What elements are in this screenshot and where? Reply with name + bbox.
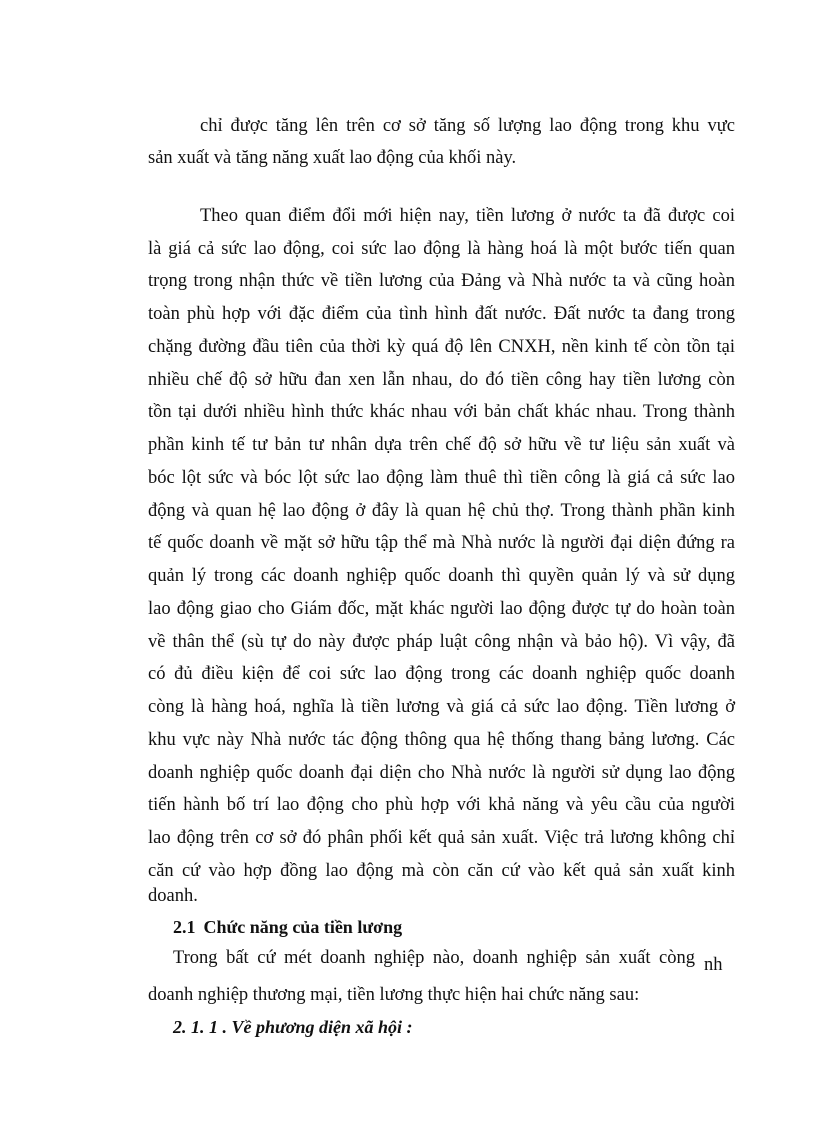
text-line: quản lý trong các doanh nghiệp quốc doanh thì quyền quản lý và sử dụng <box>148 566 735 586</box>
text-line: tế quốc doanh về mặt sở hữu tập thể mà Nhà nước là người đại diện đứng ra <box>148 533 735 553</box>
subsection-heading: 2. 1. 1 . Về phương diện xã hội : <box>173 1017 413 1037</box>
text-line: Trong bất cứ mét doanh nghiệp nào, doanh nghiệp sản xuất còng <box>173 948 695 968</box>
text-line: nhiều chế độ sở hữu đan xen lẫn nhau, do đó tiền công hay tiền lương còn <box>148 370 735 390</box>
text-line: bóc lột sức và bóc lột sức lao động làm thuê thì tiền công là giá cả sức lao <box>148 468 735 488</box>
text-line: tiến hành bố trí lao động cho phù hợp với khả năng và yêu cầu của người <box>148 795 735 815</box>
text-line: trọng trong nhận thức về tiền lương của Đảng và Nhà nước ta và cũng hoàn <box>148 271 735 291</box>
text-line: là giá cả sức lao động, coi sức lao động là hàng hoá là một bước tiến quan <box>148 239 735 259</box>
text-line: lao động trên cơ sở đó phân phối kết quả sản xuất. Việc trả lương không chỉ <box>148 828 735 848</box>
text-line: có đủ điều kiện để coi sức lao động trong các doanh nghiệp quốc doanh <box>148 664 735 684</box>
text-line: khu vực này Nhà nước tác động thông qua hệ thống thang bảng lương. Các <box>148 730 735 750</box>
text-line: chặng đường đầu tiên của thời kỳ quá độ lên CNXH, nền kinh tế còn tồn tại <box>148 337 735 357</box>
text-line: toàn phù hợp với đặc điểm của tình hình đất nước. Đất nước ta đang trong <box>148 304 735 324</box>
text-line: doanh nghiệp thương mại, tiền lương thực hiện hai chức năng sau: <box>148 985 640 1005</box>
text-line: còng là hàng hoá, nghĩa là tiền lương và giá cả sức lao động. Tiền lương ở <box>148 697 735 717</box>
section-number: 2.1 <box>173 917 196 937</box>
text-line: sản xuất và tăng năng xuất lao động của khối này. <box>148 148 517 168</box>
text-line: chỉ được tăng lên trên cơ sở tăng số lượng lao động trong khu vực <box>200 116 735 136</box>
text-line: doanh. <box>148 886 198 906</box>
text-line: phần kinh tế tư bản tư nhân dựa trên chế độ sở hữu về tư liệu sản xuất và <box>148 435 735 455</box>
text-line: nh <box>704 955 723 975</box>
section-title: Chức năng của tiền lương <box>203 917 403 937</box>
text-line: lao động giao cho Giám đốc, mặt khác người lao động được tự do hoàn toàn <box>148 599 735 619</box>
section-heading <box>173 915 402 939</box>
text-line: doanh nghiệp quốc doanh đại diện cho Nhà nước là người sử dụng lao động <box>148 763 735 783</box>
text-line: tồn tại dưới nhiều hình thức khác nhau với bản chất khác nhau. Trong thành <box>148 402 735 422</box>
text-line: về thân thể (sù tự do này được pháp luật công nhận và bảo hộ). Vì vậy, đã <box>148 632 735 652</box>
text-line: động và quan hệ lao động ở đây là quan hệ chủ thợ. Trong thành phần kinh <box>148 501 735 521</box>
text-line: căn cứ vào hợp đồng lao động mà còn căn cứ vào kết quả sản xuất kinh <box>148 861 735 881</box>
text-line: Theo quan điểm đổi mới hiện nay, tiền lương ở nước ta đã được coi <box>200 206 735 226</box>
